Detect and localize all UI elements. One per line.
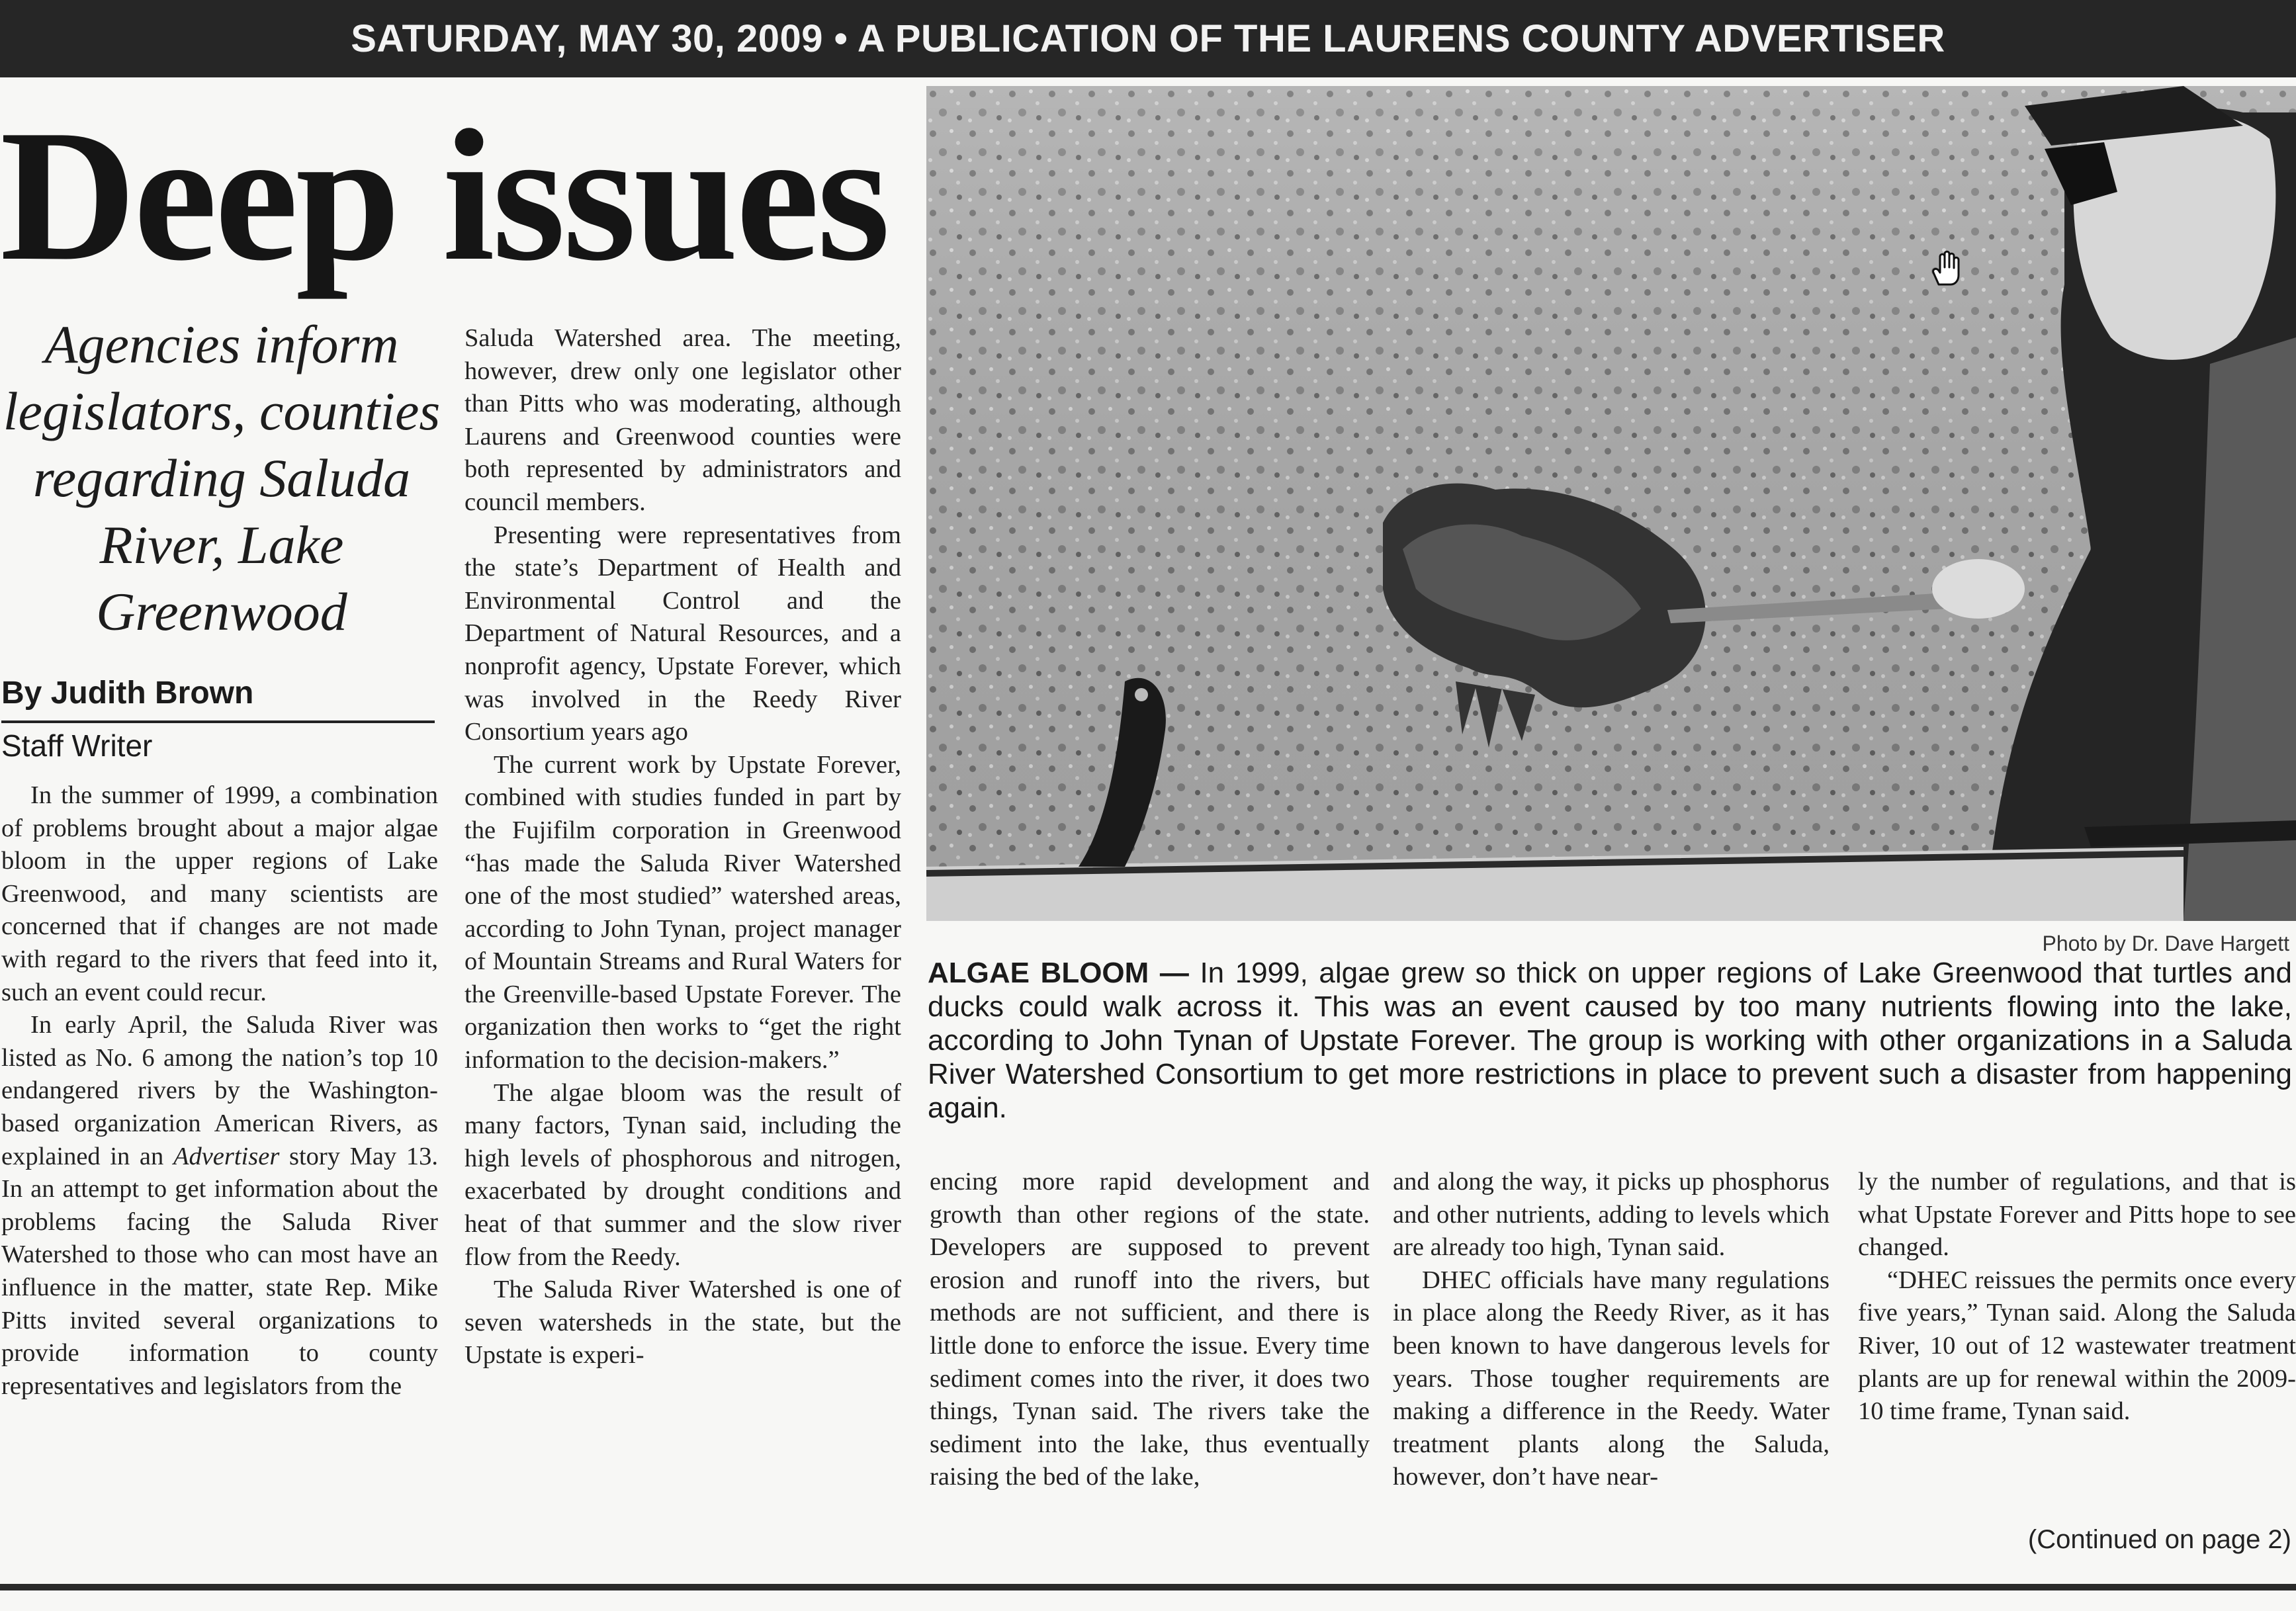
headline: Deep issues [0, 91, 888, 300]
article-column-2 [464, 322, 901, 1566]
paragraph [1, 1009, 438, 1403]
photo-caption [928, 956, 2292, 1125]
photo-illustration [926, 86, 2296, 921]
paragraph: The current work by Upstate Forever, combined with studies funded in part by the Fujifilm corporation in Greenwood “has made the Saluda River Watershed one of the most studied” watershed areas, according to John Tynan, project manager of Mountain Streams and Rural Waters for the Greenville-based Upstate Forever. The organization then works to “get the right information to the decision-makers.” [464, 750, 901, 1074]
bottom-divider [0, 1584, 2296, 1590]
article-column-4 [1393, 1166, 1830, 1567]
paragraph-text: In early April, the Saluda River was listed as No. 6 among the nation’s top 10 endangered rivers by the Washington-based organization American Rivers, as explained in an [1, 1011, 438, 1170]
byline-title: Staff Writer [1, 728, 153, 763]
paragraph: DHEC officials have many regulations in place along the Reedy River, as it has been known to have dangerous levels for years. Those tougher requirements are making a difference in the Reedy. Water treatment plants along the Saluda, however, don’t have near- [1393, 1266, 1830, 1491]
caption-text: In 1999, algae grew so thick on upper regions of Lake Greenwood that turtles and ducks could walk across it. This was an event caused by too many nutrients flowing into the lake, according to John Tynan of Upstate Forever. The group is working with other organizations in a Saluda River Watershed Consortium to get more restrictions in place to prevent such a disaster from happening again. [928, 957, 2292, 1124]
article-column-5 [1858, 1166, 2296, 1497]
date-banner: SATURDAY, MAY 30, 2009 • A PUBLICATION OF THE LAURENS COUNTY ADVERTISER [0, 0, 2296, 77]
caption-lead: ALGAE BLOOM — [928, 957, 1189, 989]
continued-link[interactable]: (Continued on page 2) [2027, 1525, 2291, 1554]
paragraph: Saluda Watershed area. The meeting, however, drew only one legislator other than Pitts who was moderating, although Laurens and Greenwood counties were both represented by administrators and council members. [464, 324, 901, 516]
subheadline-deck: Agencies inform legislators, counties regarding Saluda River, Lake Greenwood [3, 314, 441, 642]
hand-cursor-icon [1924, 246, 1970, 292]
paragraph: ly the number of regulations, and that is what Upstate Forever and Pitts hope to see changed. [1858, 1168, 2296, 1262]
paragraph: The algae bloom was the result of many factors, Tynan said, including the high levels of phosphorous and nitrogen, exacerbated by drought conditions and heat of that summer and the slow river flow from the Reedy. [464, 1078, 901, 1271]
publication-name: Advertiser [173, 1142, 280, 1170]
paragraph: Presenting were representatives from the state’s Department of Health and Environmental Control and the Department of Natural Resources, and a nonprofit agency, Upstate Forever, which was involved in the Reedy River Consortium years ago [464, 521, 901, 746]
paragraph: and along the way, it picks up phosphorus and other nutrients, adding to levels which are already too high, Tynan said. [1393, 1168, 1830, 1262]
algae-bloom-photo [926, 86, 2296, 921]
article-column-1 [1, 779, 438, 1567]
paragraph: In the summer of 1999, a combination of problems brought about a major algae bloom in the upper regions of Lake Greenwood, and many scientists are concerned that if changes are not made with regard to the rivers that feed into it, such an event could recur. [1, 781, 438, 1006]
photo-credit: Photo by Dr. Dave Hargett [2042, 932, 2289, 955]
paragraph: “DHEC reissues the permits once every five years,” Tynan said. Along the Saluda River, 10 out of 12 wastewater treatment plants are up for renewal within the 2009-10 time frame, Tynan said. [1858, 1266, 2296, 1426]
article-column-3 [930, 1166, 1370, 1567]
paragraph: encing more rapid development and growth than other regions of the state. Developers are supposed to prevent erosion and runoff into the rivers, but methods are not sufficient, and there is little done to enforce the issue. Every time sediment comes into the river, it does two things, Tynan said. The rivers take the sediment into the lake, thus eventually raising the bed of the lake, [930, 1168, 1370, 1491]
byline: By Judith Brown [1, 675, 435, 723]
paragraph: The Saluda River Watershed is one of seven watersheds in the state, but the Upstate is experi- [464, 1276, 901, 1370]
paragraph-text: story May 13. In an attempt to get information about the problems facing the Saluda River Watershed to those who can most have an influence in the matter, state Rep. Mike Pitts invited several organizations to provide information to county representatives and legislators from the [1, 1142, 439, 1400]
